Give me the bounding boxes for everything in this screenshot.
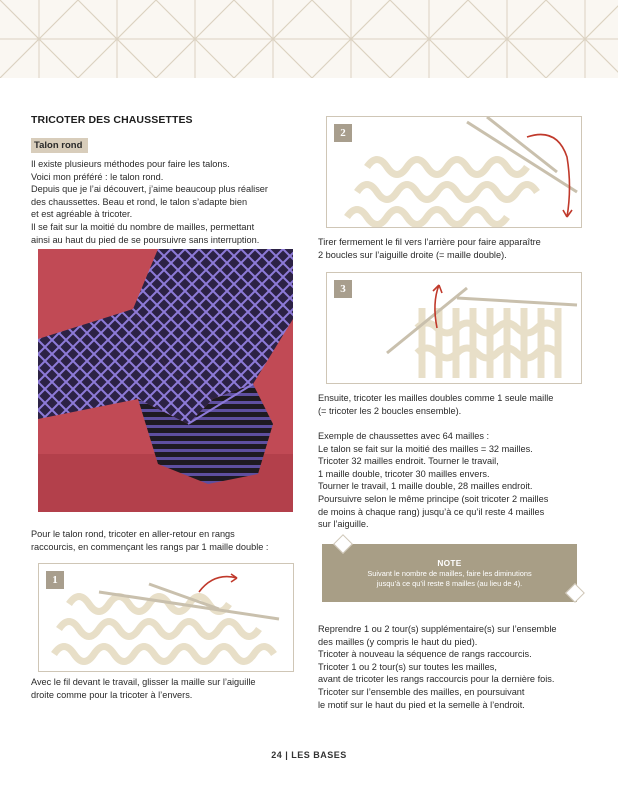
geometric-pattern [0,0,618,78]
step-1-number: 1 [46,571,64,589]
step-1-caption [31,676,299,701]
subhead-round-heel: Talon rond [31,138,88,153]
text-line: Exemple de chaussettes avec 64 mailles : [318,431,490,441]
step-3-diagram [326,272,582,384]
text-line: et est agréable à tricoter. [31,209,133,220]
text-line: Pour le talon rond, tricoter en aller-retour en rangs [31,529,235,539]
text-line: raccourcis, en commençant les rangs par 1 maille double : [31,541,269,552]
step-3-number: 3 [334,280,352,298]
text-line: Tirer fermement le fil vers l’arrière pour faire apparaître [318,237,541,247]
text-line: Il se fait sur la moitié du nombre de mailles, permettant [31,221,255,232]
knitting-diagram-3 [327,273,581,383]
text-line: 2 boucles sur l’aiguille droite (= maille double). [318,249,507,260]
sock-photo [38,249,293,512]
text-line: Tricoter sur l’ensemble des mailles, en poursuivant [318,686,525,697]
note-box [322,544,577,602]
section-title: TRICOTER DES CHAUSSETTES [31,114,193,126]
text-line: Depuis que je l’ai découvert, j’aime beaucoup plus réaliser [31,184,268,195]
text-line: Tourner le travail, 1 maille double, 28 mailles endroit. [318,481,533,492]
text-line: Tricoter 1 ou 2 tour(s) sur toutes les mailles, [318,661,497,672]
text-line: (= tricoter les 2 boucles ensemble). [318,405,462,416]
text-line: Poursuivre selon le même principe (soit tricoter 2 mailles [318,493,549,504]
final-paragraph [318,623,608,711]
intro-paragraph [31,158,293,246]
note-text [322,569,577,589]
text-line: ainsi au haut du pied de se poursuivre sans interruption. [31,234,260,245]
step-1-diagram [38,563,294,672]
text-line: Voici mon préféré : le talon rond. [31,171,164,182]
text-line: avant de tricoter les rangs raccourcis pour la dernière fois. [318,674,555,685]
text-line: Tricoter 32 mailles endroit. Tourner le travail, [318,456,499,467]
knitting-diagram-2 [327,117,581,227]
decorative-pattern-band [0,0,618,78]
page-footer: 24 | LES BASES [271,750,347,760]
note-title: NOTE [437,558,462,568]
text-line: sur l’aiguille. [318,519,369,530]
text-line: droite comme pour la tricoter à l’envers. [31,689,193,700]
text-line: jusqu’à ce qu’il reste 8 mailles (au lieu de 4). [376,579,523,588]
text-line: 1 maille double, tricoter 30 mailles envers. [318,468,490,479]
text-line: des mailles (y compris le haut du pied). [318,636,478,647]
round-heel-paragraph [31,528,299,553]
step-2-caption [318,236,598,261]
text-line: Reprendre 1 ou 2 tour(s) supplémentaire(s) sur l’ensemble [318,624,557,634]
text-line: le motif sur le haut du pied et la semelle à l’endroit. [318,699,525,710]
text-line: des chaussettes. Beau et rond, le talon s’adapte bien [31,196,248,207]
left-column [31,112,293,246]
text-line: Avec le fil devant le travail, glisser la maille sur l’aiguille [31,677,256,687]
text-line: de moins à chaque rang) jusqu’à ce qu’il reste 4 mailles [318,506,545,517]
text-line: Ensuite, tricoter les mailles doubles comme 1 seule maille [318,393,554,403]
example-paragraph [318,430,598,531]
knitting-diagram-1 [39,564,293,671]
text-line: Il existe plusieurs méthodes pour faire les talons. [31,159,230,169]
step-3-caption [318,392,598,417]
knitted-sock-illustration [38,249,293,512]
text-line: Le talon se fait sur la moitié des mailles = 32 mailles. [318,443,533,454]
text-line: Suivant le nombre de mailles, faire les diminutions [367,569,532,578]
step-2-diagram [326,116,582,228]
text-line: Tricoter à nouveau la séquence de rangs raccourcis. [318,649,532,660]
step-2-number: 2 [334,124,352,142]
